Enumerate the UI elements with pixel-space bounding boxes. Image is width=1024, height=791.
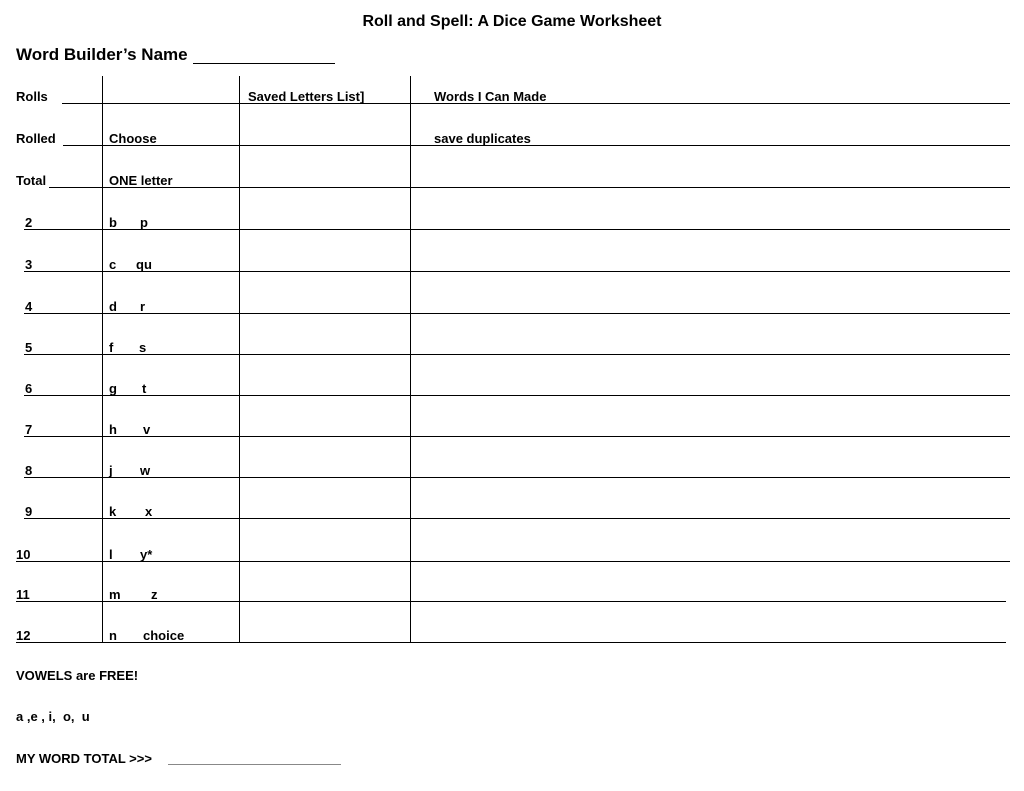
row-rule bbox=[24, 477, 1010, 478]
row-rule bbox=[24, 271, 1010, 272]
row-rule bbox=[24, 313, 1010, 314]
letter-option-1: c bbox=[109, 257, 117, 272]
row-rule bbox=[63, 145, 1010, 146]
letter-option-2: x bbox=[145, 504, 153, 519]
name-label: Word Builder’s Name bbox=[16, 45, 188, 64]
header-col-words: save duplicates bbox=[434, 131, 531, 146]
column-rule bbox=[102, 76, 103, 642]
word-total-label: MY WORD TOTAL >>> bbox=[16, 751, 152, 766]
letter-option-1: d bbox=[109, 299, 117, 314]
letter-option-2: y* bbox=[140, 547, 153, 562]
roll-number: 9 bbox=[25, 504, 33, 519]
letter-option-1: k bbox=[109, 504, 117, 519]
letter-option-2: r bbox=[140, 299, 146, 314]
letter-option-1: b bbox=[109, 215, 117, 230]
letter-option-1: m bbox=[109, 587, 121, 602]
letter-option-2: choice bbox=[143, 628, 185, 643]
row-rule bbox=[24, 354, 1010, 355]
row-rule bbox=[24, 229, 1010, 230]
letter-option-1: g bbox=[109, 381, 117, 396]
roll-number: 8 bbox=[25, 463, 33, 478]
letter-option-2: w bbox=[140, 463, 151, 478]
row-rule bbox=[16, 561, 1010, 562]
letter-option-1: h bbox=[109, 422, 117, 437]
header-col-saved: Saved Letters List] bbox=[248, 89, 365, 104]
letter-option-1: n bbox=[109, 628, 117, 643]
vowels-label: VOWELS are FREE! bbox=[16, 668, 139, 683]
column-rule bbox=[410, 76, 411, 642]
roll-number: 5 bbox=[25, 340, 33, 355]
roll-number: 10 bbox=[16, 547, 31, 562]
letter-option-2: s bbox=[139, 340, 147, 355]
letter-option-2: v bbox=[143, 422, 151, 437]
header-col-rolls: Rolls bbox=[16, 89, 48, 104]
letter-option-1: f bbox=[109, 340, 114, 355]
letter-option-2: p bbox=[140, 215, 148, 230]
header-col-words: Words I Can Made bbox=[434, 89, 547, 104]
column-rule bbox=[239, 76, 240, 642]
roll-number: 4 bbox=[25, 299, 33, 314]
letter-option-2: z bbox=[151, 587, 158, 602]
roll-number: 7 bbox=[25, 422, 33, 437]
header-col-rolls: Total bbox=[16, 173, 47, 188]
letter-option-1: l bbox=[109, 547, 113, 562]
roll-number: 12 bbox=[16, 628, 31, 643]
row-rule bbox=[16, 601, 1006, 602]
name-blank-line[interactable] bbox=[193, 63, 335, 64]
letter-option-2: qu bbox=[136, 257, 152, 272]
header-col-rolls: Rolled bbox=[16, 131, 56, 146]
roll-number: 11 bbox=[16, 587, 30, 602]
header-col-letter: ONE letter bbox=[109, 173, 173, 188]
roll-number: 6 bbox=[25, 381, 33, 396]
row-rule bbox=[49, 187, 1010, 188]
letter-option-1: j bbox=[109, 463, 113, 478]
roll-number: 3 bbox=[25, 257, 33, 272]
row-rule bbox=[24, 395, 1010, 396]
word-total-blank-line[interactable] bbox=[168, 764, 341, 765]
vowels-list: a ,e , i, o, u bbox=[16, 709, 90, 724]
row-rule bbox=[24, 518, 1010, 519]
worksheet-title: Roll and Spell: A Dice Game Worksheet bbox=[362, 13, 662, 30]
header-col-letter: Choose bbox=[109, 131, 157, 146]
row-rule bbox=[24, 436, 1010, 437]
roll-number: 2 bbox=[25, 215, 33, 230]
letter-option-2: t bbox=[142, 381, 147, 396]
